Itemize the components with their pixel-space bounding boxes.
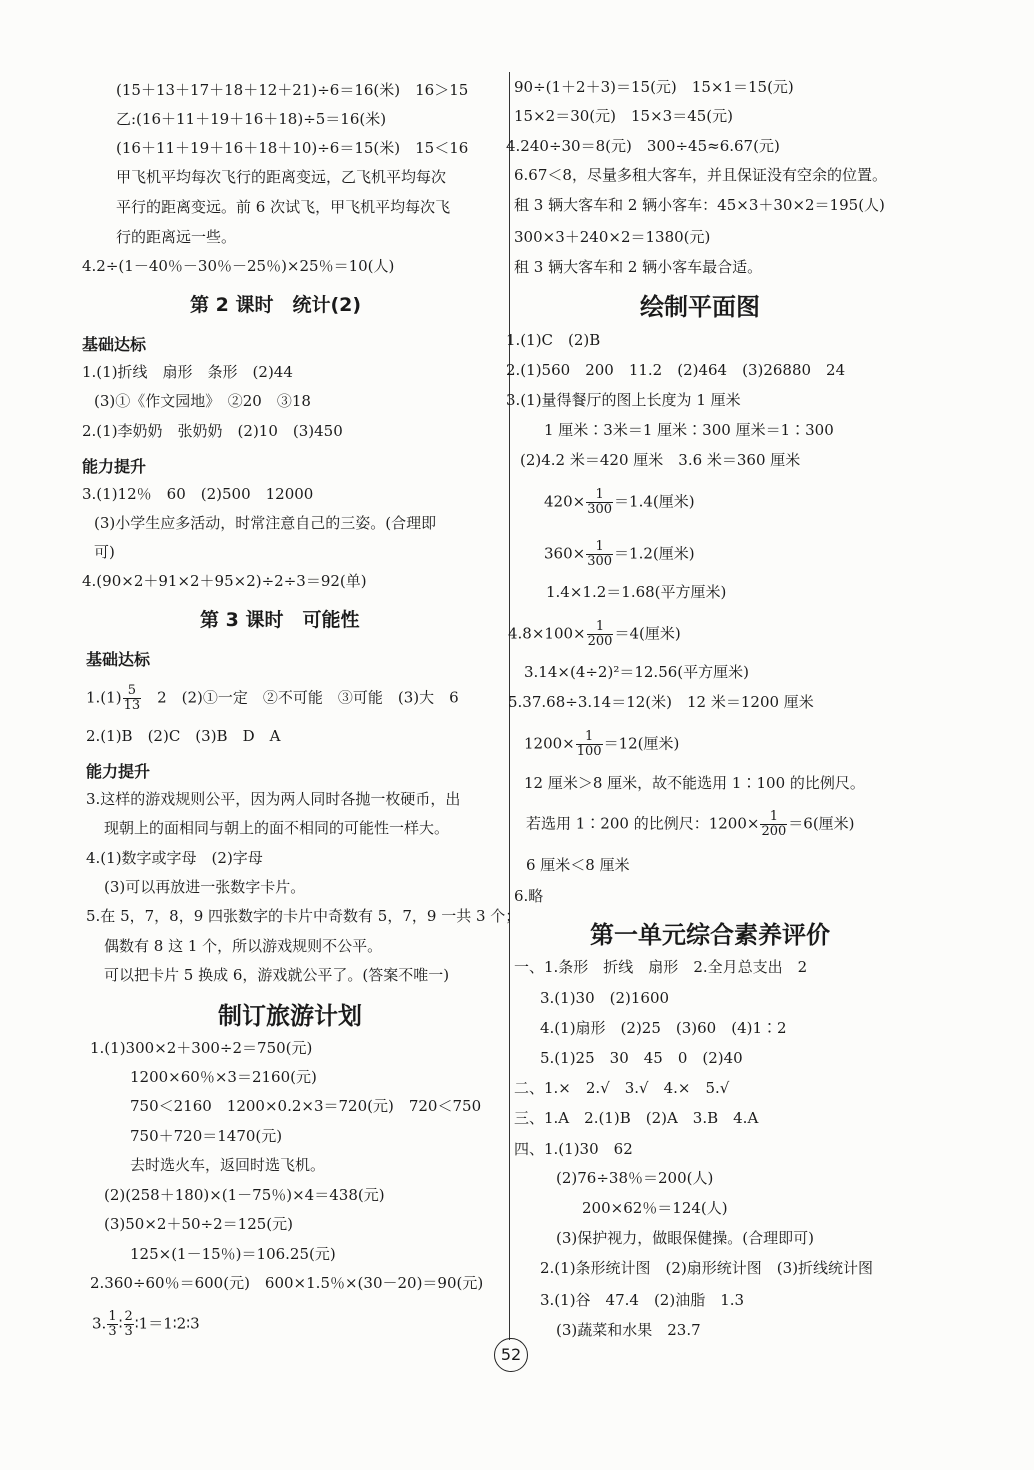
text-line: 2.(1)560 200 11.2 (2)464 (3)26880 24 bbox=[506, 361, 846, 379]
text-line: (3)保护视力，做眼保健操。(合理即可) bbox=[556, 1229, 814, 1247]
fraction bbox=[587, 620, 614, 649]
section-title: 第一单元综合素养评价 bbox=[590, 921, 830, 949]
text-line: 偶数有 8 这 1 个，所以游戏规则不公平。 bbox=[104, 937, 383, 955]
fraction bbox=[107, 1310, 117, 1339]
text-line: 1.(1)折线 扇形 条形 (2)44 bbox=[82, 363, 293, 381]
text-line: 1.(1)C (2)B bbox=[506, 331, 601, 349]
fraction-line bbox=[526, 810, 855, 839]
text-line: 2.360÷60％＝600(元) 600×1.5％×(30－20)＝90(元) bbox=[90, 1274, 484, 1292]
text-segment: ∶1＝1∶2∶3 bbox=[134, 1314, 200, 1333]
text-line: 1 厘米∶3米＝1 厘米∶300 厘米＝1∶300 bbox=[544, 421, 834, 439]
subsection-title: 基础达标 bbox=[82, 335, 147, 354]
text-line: (3)小学生应多活动，时常注意自己的三姿。(合理即 bbox=[94, 514, 437, 532]
fraction-numerator: 1 bbox=[760, 810, 787, 825]
text-line: 12 厘米＞8 厘米，故不能选用 1∶100 的比例尺。 bbox=[524, 774, 865, 792]
text-line: 125×(1－15％)＝106.25(元) bbox=[130, 1245, 336, 1263]
section-title: 第 3 课时 可能性 bbox=[200, 609, 360, 631]
section-title: 制订旅游计划 bbox=[218, 1002, 362, 1030]
text-line: 可) bbox=[94, 543, 115, 561]
text-line: 一、1.条形 折线 扇形 2.全月总支出 2 bbox=[514, 958, 808, 976]
text-segment: 3. bbox=[92, 1314, 107, 1333]
text-line: 2.(1)李奶奶 张奶奶 (2)10 (3)450 bbox=[82, 422, 343, 440]
fraction-numerator: 1 bbox=[108, 1309, 117, 1324]
fraction bbox=[586, 488, 613, 517]
fraction-denominator: 300 bbox=[587, 502, 613, 517]
text-line: 1200×60％×3＝2160(元) bbox=[130, 1068, 317, 1086]
text-line: 可以把卡片 5 换成 6，游戏就公平了。(答案不唯一) bbox=[104, 966, 450, 984]
text-line: 750＋720＝1470(元) bbox=[130, 1127, 283, 1145]
fraction-denominator: 3 bbox=[108, 1324, 117, 1339]
subsection-title: 基础达标 bbox=[86, 650, 151, 669]
fraction-line bbox=[544, 540, 695, 569]
fraction-line bbox=[508, 620, 681, 649]
section-title: 绘制平面图 bbox=[640, 293, 760, 321]
text-line: 3.14×(4÷2)²＝12.56(平方厘米) bbox=[524, 663, 749, 681]
text-line: 3.(1)12％ 60 (2)500 12000 bbox=[82, 485, 314, 503]
text-line: 300×3＋240×2＝1380(元) bbox=[514, 228, 711, 246]
text-line: 90÷(1＋2＋3)＝15(元) 15×1＝15(元) bbox=[514, 78, 794, 96]
text-line: 1.4×1.2＝1.68(平方厘米) bbox=[546, 583, 727, 601]
text-line: (16＋11＋19＋16＋18＋10)÷6＝15(米) 15＜16 bbox=[116, 139, 469, 157]
fraction-numerator: 1 bbox=[586, 540, 613, 555]
text-line: 6.67＜8，尽量多租大客车，并且保证没有空余的位置。 bbox=[514, 166, 887, 184]
text-line: 租 3 辆大客车和 2 辆小客车最合适。 bbox=[514, 258, 763, 276]
text-segment: 360× bbox=[544, 544, 586, 563]
text-line: 去时选火车，返回时选飞机。 bbox=[130, 1156, 326, 1174]
fraction-numerator: 1 bbox=[587, 620, 614, 635]
text-segment: 4.8×100× bbox=[508, 624, 586, 643]
text-line: (3)蔬菜和水果 23.7 bbox=[556, 1321, 701, 1339]
fraction-denominator: 300 bbox=[587, 554, 613, 569]
page-number: 52 bbox=[494, 1338, 528, 1372]
fraction-numerator: 1 bbox=[586, 488, 613, 503]
text-segment: 1200× bbox=[524, 734, 575, 753]
text-line: 5.(1)25 30 45 0 (2)40 bbox=[540, 1049, 743, 1067]
fraction bbox=[124, 1310, 134, 1339]
text-line: 1.(1)300×2＋300÷2＝750(元) bbox=[90, 1039, 313, 1057]
text-line: 四、1.(1)30 62 bbox=[514, 1140, 633, 1158]
text-line: 5.37.68÷3.14＝12(米) 12 米＝1200 厘米 bbox=[508, 693, 814, 711]
text-line: 三、1.A 2.(1)B (2)A 3.B 4.A bbox=[514, 1109, 759, 1127]
text-line: 3.(1)谷 47.4 (2)油脂 1.3 bbox=[540, 1291, 745, 1309]
text-line: (3)①《作文园地》 ②20 ③18 bbox=[94, 392, 311, 410]
text-line: 3.(1)30 (2)1600 bbox=[540, 989, 670, 1007]
fraction bbox=[123, 684, 142, 713]
subsection-title: 能力提升 bbox=[86, 762, 151, 781]
text-segment: 2 (2)①一定 ②不可能 ③可能 (3)大 6 bbox=[142, 688, 459, 707]
text-line: (15＋13＋17＋18＋12＋21)÷6＝16(米) 16＞15 bbox=[116, 81, 469, 99]
text-segment: 1.(1) bbox=[86, 688, 122, 707]
text-line: 6 厘米＜8 厘米 bbox=[526, 856, 630, 874]
section-title: 第 2 课时 统计(2) bbox=[190, 294, 362, 316]
text-line: (2)4.2 米＝420 厘米 3.6 米＝360 厘米 bbox=[520, 451, 801, 469]
text-segment: 420× bbox=[544, 492, 586, 511]
fraction-denominator: 3 bbox=[124, 1324, 133, 1339]
fraction-denominator: 200 bbox=[761, 824, 787, 839]
subsection-title: 能力提升 bbox=[82, 457, 147, 476]
fraction-line bbox=[86, 684, 459, 713]
text-line: 200×62％＝124(人) bbox=[582, 1199, 728, 1217]
fraction-line bbox=[544, 488, 695, 517]
text-segment: ＝1.2(厘米) bbox=[614, 544, 695, 563]
text-line: 3.这样的游戏规则公平，因为两人同时各抛一枚硬币，出 bbox=[86, 790, 461, 808]
text-line: (3)可以再放进一张数字卡片。 bbox=[104, 878, 306, 896]
text-line: 行的距离远一些。 bbox=[116, 228, 237, 246]
text-line: 2.(1)条形统计图 (2)扇形统计图 (3)折线统计图 bbox=[540, 1259, 874, 1277]
text-line: 5.在 5，7，8，9 四张数字的卡片中奇数有 5，7，9 一共 3 个； bbox=[86, 907, 521, 925]
fraction-numerator: 2 bbox=[124, 1309, 133, 1324]
fraction-numerator: 1 bbox=[576, 730, 603, 745]
text-segment: 若选用 1∶200 的比例尺：1200× bbox=[526, 814, 760, 833]
text-line: 平行的距离变远。前 6 次试飞，甲飞机平均每次飞 bbox=[116, 198, 451, 216]
fraction bbox=[760, 810, 787, 839]
text-segment: ＝12(厘米) bbox=[603, 734, 680, 753]
text-line: 4.2÷(1－40％－30％－25％)×25％＝10(人) bbox=[82, 257, 395, 275]
text-line: 4.(1)数字或字母 (2)字母 bbox=[86, 849, 263, 867]
text-line: (2)76÷38％＝200(人) bbox=[556, 1169, 714, 1187]
text-line: 二、1.× 2.√ 3.√ 4.× 5.√ bbox=[514, 1079, 730, 1097]
text-line: (3)50×2＋50÷2＝125(元) bbox=[104, 1215, 293, 1233]
text-segment: ＝4(厘米) bbox=[614, 624, 681, 643]
fraction-numerator: 5 bbox=[123, 684, 142, 699]
text-line: 6.略 bbox=[514, 887, 544, 905]
fraction-denominator: 13 bbox=[123, 698, 141, 713]
text-line: 4.(1)扇形 (2)25 (3)60 (4)1∶2 bbox=[540, 1019, 787, 1037]
text-line: 2.(1)B (2)C (3)B D A bbox=[86, 727, 281, 745]
text-line: 3.(1)量得餐厅的图上长度为 1 厘米 bbox=[506, 391, 741, 409]
text-line: 乙:(16＋11＋19＋16＋18)÷5＝16(米) bbox=[116, 110, 387, 128]
fraction-line bbox=[524, 730, 679, 759]
text-line: 甲飞机平均每次飞行的距离变远，乙飞机平均每次 bbox=[116, 168, 447, 186]
fraction-line: 3. $\frac{1}{3}$ ∶ $\frac{2}{3}$ ∶1＝1∶2∶3 bbox=[92, 1309, 200, 1339]
text-line: 现朝上的面相同与朝上的面不相同的可能性一样大。 bbox=[104, 819, 450, 837]
text-line: 4.240÷30＝8(元) 300÷45≈6.67(元) bbox=[506, 137, 780, 155]
text-line: 750＜2160 1200×0.2×3＝720(元) 720＜750 bbox=[130, 1097, 482, 1115]
text-segment: ＝6(厘米) bbox=[788, 814, 855, 833]
text-line: (2)(258＋180)×(1－75％)×4＝438(元) bbox=[104, 1186, 385, 1204]
text-line: 15×2＝30(元) 15×3＝45(元) bbox=[514, 107, 733, 125]
fraction bbox=[576, 730, 603, 759]
text-line: 租 3 辆大客车和 2 辆小客车：45×3＋30×2＝195(人) bbox=[514, 196, 885, 214]
fraction bbox=[586, 540, 613, 569]
fraction-denominator: 200 bbox=[587, 634, 613, 649]
fraction-denominator: 100 bbox=[576, 744, 602, 759]
text-segment: ＝1.4(厘米) bbox=[614, 492, 695, 511]
text-line: 4.(90×2＋91×2＋95×2)÷2÷3＝92(单) bbox=[82, 572, 367, 590]
